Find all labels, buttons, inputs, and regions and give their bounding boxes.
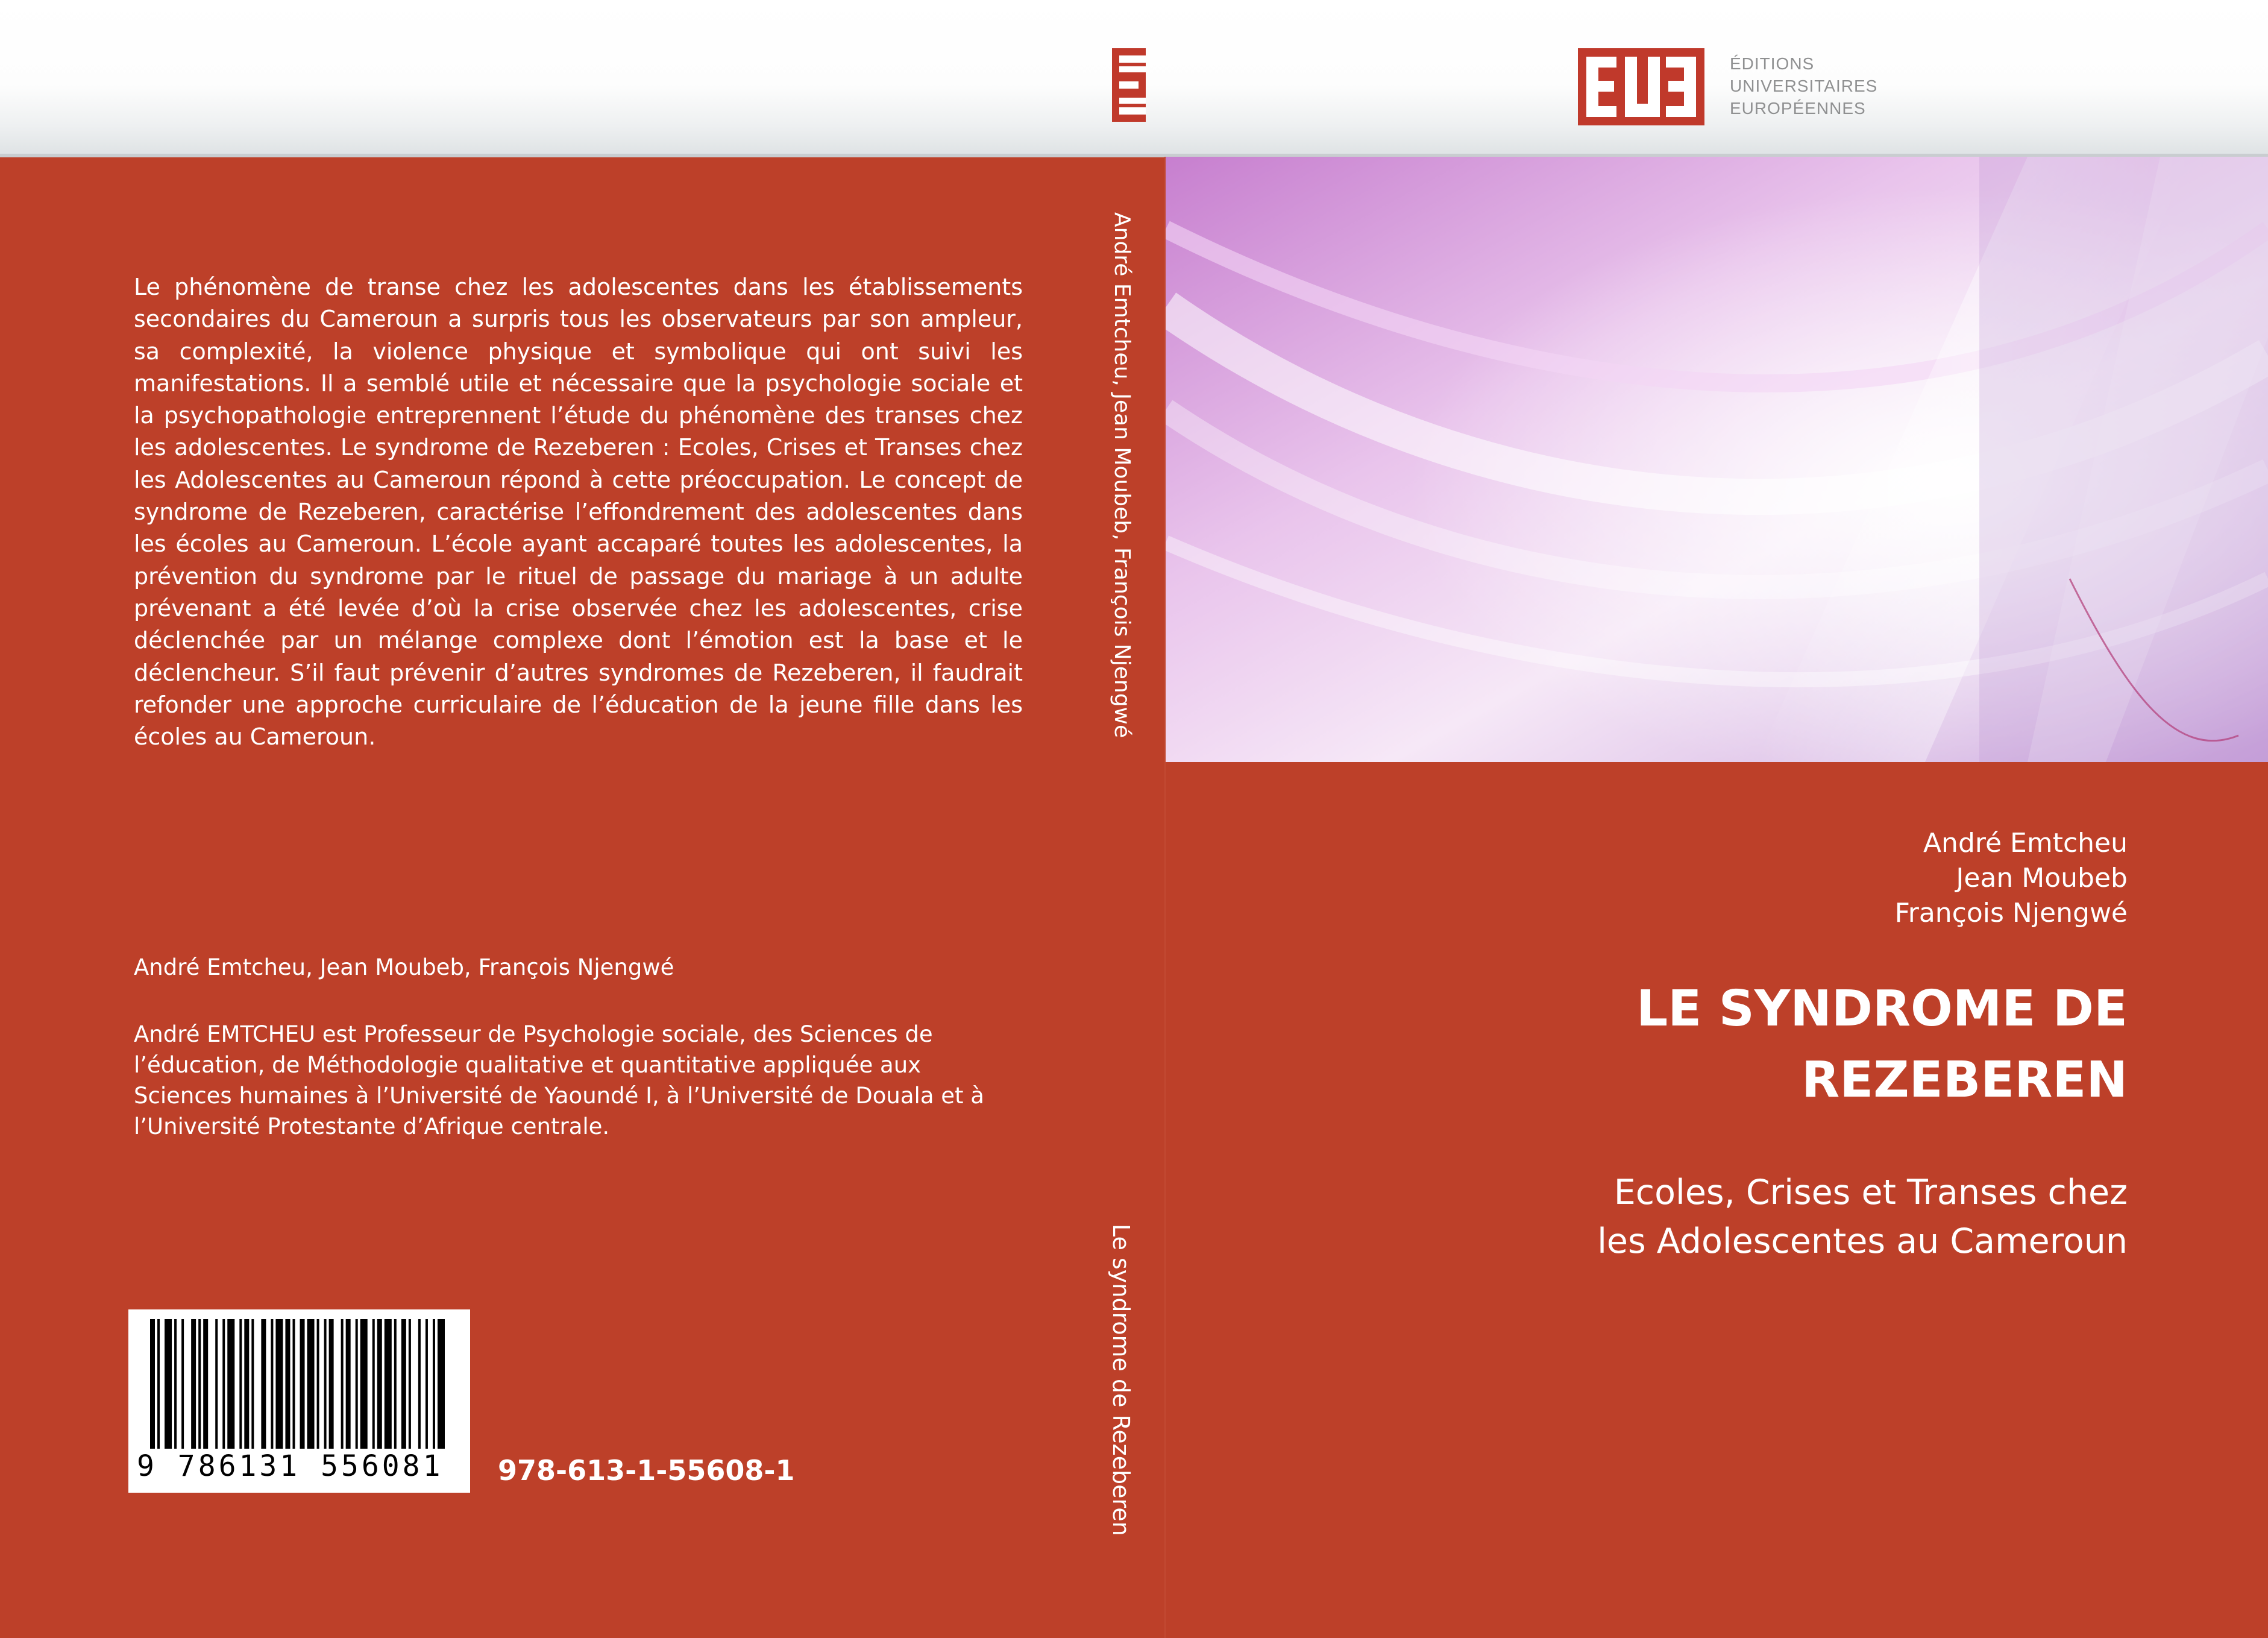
barcode-bar xyxy=(341,1319,344,1449)
barcode-bar xyxy=(401,1319,406,1449)
barcode-bar xyxy=(285,1319,290,1449)
barcode-bar xyxy=(157,1319,160,1449)
author-bio: André EMTCHEU est Professeur de Psychologie sociale, des Sciences de l’éducation, de Méthodologie qualitative et quantitative appliquée aux Sciences humaines à l’Université de Yaoundé I, à l’Université de Douala et à l’Université Protestante d’Afrique centrale. xyxy=(134,1021,984,1139)
front-cover-authors xyxy=(1895,826,2128,931)
author-name: André Emtcheu xyxy=(1923,828,2128,858)
barcode-bar xyxy=(300,1319,305,1449)
barcode-bar xyxy=(275,1319,283,1449)
barcode-bar xyxy=(174,1319,177,1449)
book-title xyxy=(1636,974,2128,1116)
barcode-bar xyxy=(165,1319,172,1449)
barcode-bar xyxy=(181,1319,184,1449)
barcode-bar xyxy=(261,1319,266,1449)
abstract-light-image xyxy=(1166,157,2268,762)
barcode xyxy=(128,1309,470,1493)
barcode-bar xyxy=(271,1319,273,1449)
barcode-bar xyxy=(377,1319,382,1449)
spine-publisher-logo xyxy=(1112,48,1146,122)
barcode-bar xyxy=(426,1319,428,1449)
publisher-name-line: EUROPÉENNES xyxy=(1730,99,1866,118)
barcode-bar xyxy=(317,1319,319,1449)
back-cover-authors: André Emtcheu, Jean Moubeb, François Njengwé xyxy=(134,954,674,980)
barcode-bar xyxy=(239,1319,242,1449)
publisher-name xyxy=(1730,52,1877,119)
barcode-bar xyxy=(385,1319,392,1449)
spine-title: Le syndrome de Rezeberen xyxy=(1108,1224,1134,1536)
barcode-bar xyxy=(150,1319,155,1449)
barcode-bar xyxy=(438,1319,445,1449)
publisher-name-line: ÉDITIONS xyxy=(1730,54,1815,73)
author-name: François Njengwé xyxy=(1894,898,2128,928)
publisher-name-line: UNIVERSITAIRES xyxy=(1730,77,1878,95)
barcode-bar xyxy=(372,1319,375,1449)
publisher-logo xyxy=(1578,48,1704,125)
barcode-bar xyxy=(409,1319,411,1449)
barcode-bar xyxy=(244,1319,249,1449)
barcode-digits: 9 786131 556081 xyxy=(137,1449,444,1483)
barcode-bar xyxy=(329,1319,334,1449)
barcode-bar xyxy=(394,1319,397,1449)
cover-artwork xyxy=(1166,157,2268,762)
barcode-bar xyxy=(198,1319,201,1449)
barcode-bar xyxy=(360,1319,368,1449)
barcode-bar xyxy=(191,1319,196,1449)
barcode-bar xyxy=(203,1319,208,1449)
barcode-bar xyxy=(346,1319,351,1449)
barcode-bar xyxy=(215,1319,218,1449)
book-subtitle-line: Ecoles, Crises et Transes chez xyxy=(1613,1173,2128,1212)
isbn-number: 978-613-1-55608-1 xyxy=(498,1454,795,1487)
barcode-bar xyxy=(307,1319,315,1449)
barcode-bar xyxy=(292,1319,295,1449)
barcode-bar xyxy=(418,1319,421,1449)
back-cover-blurb: Le phénomène de transe chez les adolescentes dans les établissements secondaires du Cameroun a surpris tous les observateurs par son ampleur, sa complexité, la violence physique et symbolique qui ont suivi les manifestations. Il a semblé utile et nécessaire que la psychologie sociale et la psychopathologie entreprennent l’étude du phénomène des transes chez les adolescentes. Le syndrome de Rezeberen : Ecoles, Crises et Transes chez les Adolescentes au Cameroun répond à cette préoccupation. Le concept de syndrome de Rezeberen, caractérise l’effondrement des adolescentes dans les écoles au Cameroun. L’école ayant accaparé toutes les adolescentes, la prévention du syndrome par le rituel de passage du mariage à un adulte prévenant a été levée d’où la crise observée chez les adolescentes, crise déclenchée par un mélange complexe dont l’émotion est la base et le déclencheur. S’il faut prévenir d’autres syndromes de Rezeberen, il faudrait refonder une approche curriculaire de l’éducation de la jeune fille dans les écoles au Cameroun. xyxy=(134,274,1023,751)
book-subtitle xyxy=(1597,1168,2128,1266)
spine-edge xyxy=(1164,157,1166,1638)
spine-authors: André Emtcheu, Jean Moubeb, François Njengwé xyxy=(1110,212,1134,739)
author-name: Jean Moubeb xyxy=(1956,863,2128,893)
barcode-bars xyxy=(150,1319,450,1449)
barcode-bar xyxy=(433,1319,435,1449)
barcode-bar xyxy=(227,1319,234,1449)
barcode-bar xyxy=(356,1319,358,1449)
book-subtitle-line: les Adolescentes au Cameroun xyxy=(1597,1221,2128,1261)
barcode-bar xyxy=(324,1319,327,1449)
barcode-bar xyxy=(222,1319,225,1449)
barcode-bar xyxy=(251,1319,254,1449)
book-title-line: LE SYNDROME DE xyxy=(1636,980,2128,1038)
book-title-line: REZEBEREN xyxy=(1802,1051,2128,1109)
